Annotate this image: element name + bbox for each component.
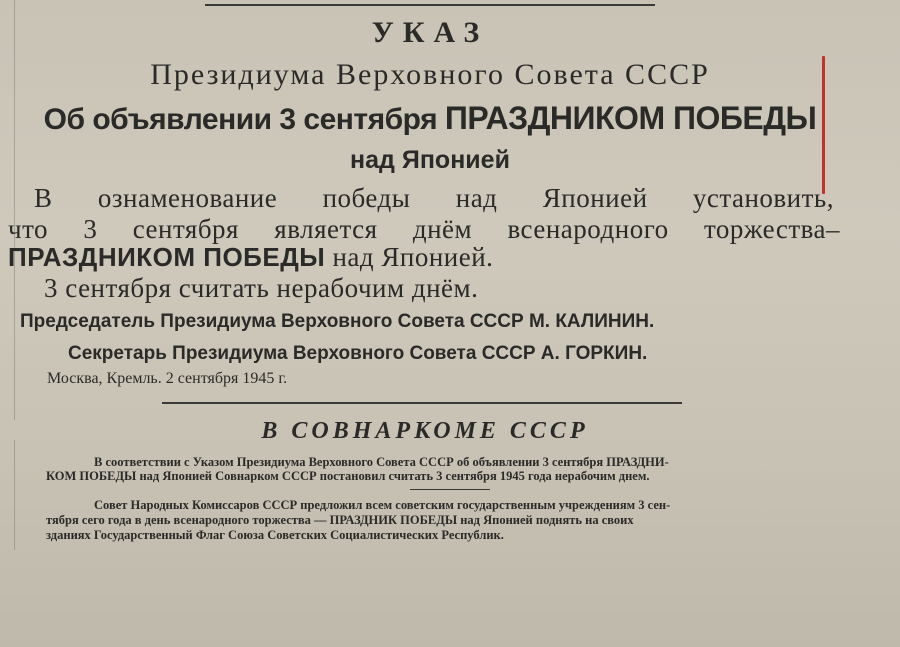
- decree-title: УКАЗ: [371, 16, 489, 49]
- signature-chairman: Председатель Президиума Верховного Совета СССР М. КАЛИНИН.: [20, 311, 655, 332]
- decree-paragraph-1-line-3-rest: над Японией.: [325, 242, 494, 272]
- short-divider: [410, 489, 490, 490]
- decree-subject-prefix: Об объявлении 3 сентября: [43, 103, 445, 136]
- sovnarkom-para-2-line-1: Совет Народных Комиссаров СССР предложил всем советским государственным учреждениям 3 сен-: [94, 498, 671, 512]
- decree-subject-line2: над Японией: [350, 146, 510, 174]
- decree-paragraph-1-line-1: В ознаменование победы над Японией установить,: [34, 183, 834, 213]
- section-divider: [162, 402, 682, 404]
- signature-secretary: Секретарь Президиума Верховного Совета СССР А. ГОРКИН.: [68, 343, 648, 364]
- sovnarkom-para-2-line-2: тября сего года в день всенародного торжества — ПРАЗДНИК ПОБЕДЫ над Японией поднять на своих: [46, 513, 634, 527]
- decree-paragraph-1-line-3: [8, 242, 493, 273]
- decree-paragraph-1-line-2: что 3 сентября является днём всенародного торжества–: [8, 214, 840, 244]
- decree-subject: [0, 100, 860, 137]
- place-date: Москва, Кремль. 2 сентября 1945 г.: [47, 370, 288, 387]
- sovnarkom-para-1-line-2: КОМ ПОБЕДЫ над Японией Совнарком СССР постановил считать 3 сентября 1945 года нерабочим днем.: [46, 469, 650, 483]
- victory-day-caps: ПРАЗДНИКОМ ПОБЕДЫ: [8, 242, 326, 272]
- sovnarkom-para-2-line-3: зданиях Государственный Флаг Союза Советских Социалистических Республик.: [46, 528, 504, 542]
- bottom-left-margin-line: [14, 440, 15, 550]
- decree-paragraph-2: 3 сентября считать нерабочим днём.: [44, 273, 479, 303]
- top-rule: [205, 4, 655, 6]
- sovnarkom-heading: В СОВНАРКОМЕ СССР: [261, 418, 589, 444]
- decree-subject-caps: ПРАЗДНИКОМ ПОБЕДЫ: [444, 100, 817, 136]
- sovnarkom-para-1-line-1: В соответствии с Указом Президиума Верховного Совета СССР об объявлении 3 сентября ПРАЗДНИ-: [94, 455, 669, 469]
- decree-issuer: Президиума Верховного Совета СССР: [150, 58, 710, 91]
